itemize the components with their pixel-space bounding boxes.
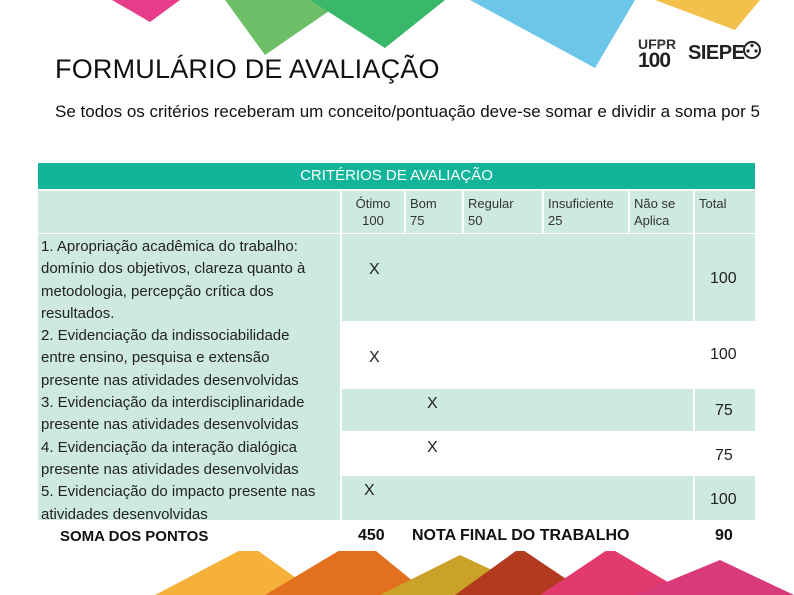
criteria-line: presente nas atividades desenvolvidas xyxy=(41,416,299,434)
column-header-otimo: Ótimo 100 xyxy=(342,191,404,233)
total-row-4: 75 xyxy=(715,447,733,464)
criteria-line: 4. Evidenciação da interação dialógica xyxy=(41,438,298,456)
instructions-text: Se todos os critérios receberam um conceito/pontuação deve-se somar e dividir a soma por 5 xyxy=(55,102,760,121)
final-grade-value: 90 xyxy=(715,527,733,544)
criteria-line: resultados. xyxy=(41,304,115,322)
column-header-bom: Bom 75 xyxy=(406,191,462,233)
row-band-1 xyxy=(342,234,693,321)
film-reel-icon xyxy=(742,40,762,60)
criteria-line: presente nas atividades desenvolvidas xyxy=(41,371,299,389)
criteria-line: 1. Apropriação acadêmica do trabalho: xyxy=(41,238,298,255)
criteria-line: metodologia, percepção crítica dos xyxy=(41,282,274,300)
page-title: FORMULÁRIO DE AVALIAÇÃO xyxy=(55,54,440,84)
total-row-1: 100 xyxy=(710,270,737,287)
column-header-total: Total xyxy=(695,191,755,233)
column-header-regular: Regular 50 xyxy=(464,191,542,233)
criteria-line: 3. Evidenciação da interdisciplinaridade xyxy=(41,394,305,412)
criteria-line: 5. Evidenciação do impacto presente nas xyxy=(41,483,316,501)
criteria-list xyxy=(38,234,340,523)
total-row-2: 100 xyxy=(710,346,737,363)
siepe-logo: SIEPE xyxy=(688,42,745,64)
mark-row-4: X xyxy=(427,439,438,456)
sum-value: 450 xyxy=(358,527,385,544)
criteria-line: domínio dos objetivos, clareza quanto à xyxy=(41,260,306,278)
ufpr-100-logo: 100 xyxy=(638,49,671,72)
column-header-insuficiente: Insuficiente 25 xyxy=(544,191,628,233)
total-row-3: 75 xyxy=(715,402,733,419)
evaluation-table xyxy=(36,161,757,551)
criteria-line: entre ensino, pesquisa e extensão xyxy=(41,349,270,367)
mark-row-3: X xyxy=(427,395,438,412)
criteria-line: 2. Evidenciação da indissociabilidade xyxy=(41,327,290,345)
column-header-nao-se-aplica: Não se Aplica xyxy=(630,191,693,233)
criteria-line: atividades desenvolvidas xyxy=(41,505,208,523)
total-row-5: 100 xyxy=(710,491,737,508)
empty-header-cell xyxy=(38,191,340,233)
final-grade-label: NOTA FINAL DO TRABALHO xyxy=(412,527,630,544)
mark-row-5: X xyxy=(364,482,375,499)
sum-label: SOMA DOS PONTOS xyxy=(60,528,209,545)
mark-row-2: X xyxy=(369,349,380,366)
row-band-5 xyxy=(342,476,693,520)
table-title: CRITÉRIOS DE AVALIAÇÃO xyxy=(38,163,755,189)
ufpr-logo: UFPR xyxy=(638,36,677,52)
row-band-3 xyxy=(342,389,693,431)
logos xyxy=(636,36,766,76)
mark-row-1: X xyxy=(369,261,380,278)
criteria-line: presente nas atividades desenvolvidas xyxy=(41,460,299,478)
